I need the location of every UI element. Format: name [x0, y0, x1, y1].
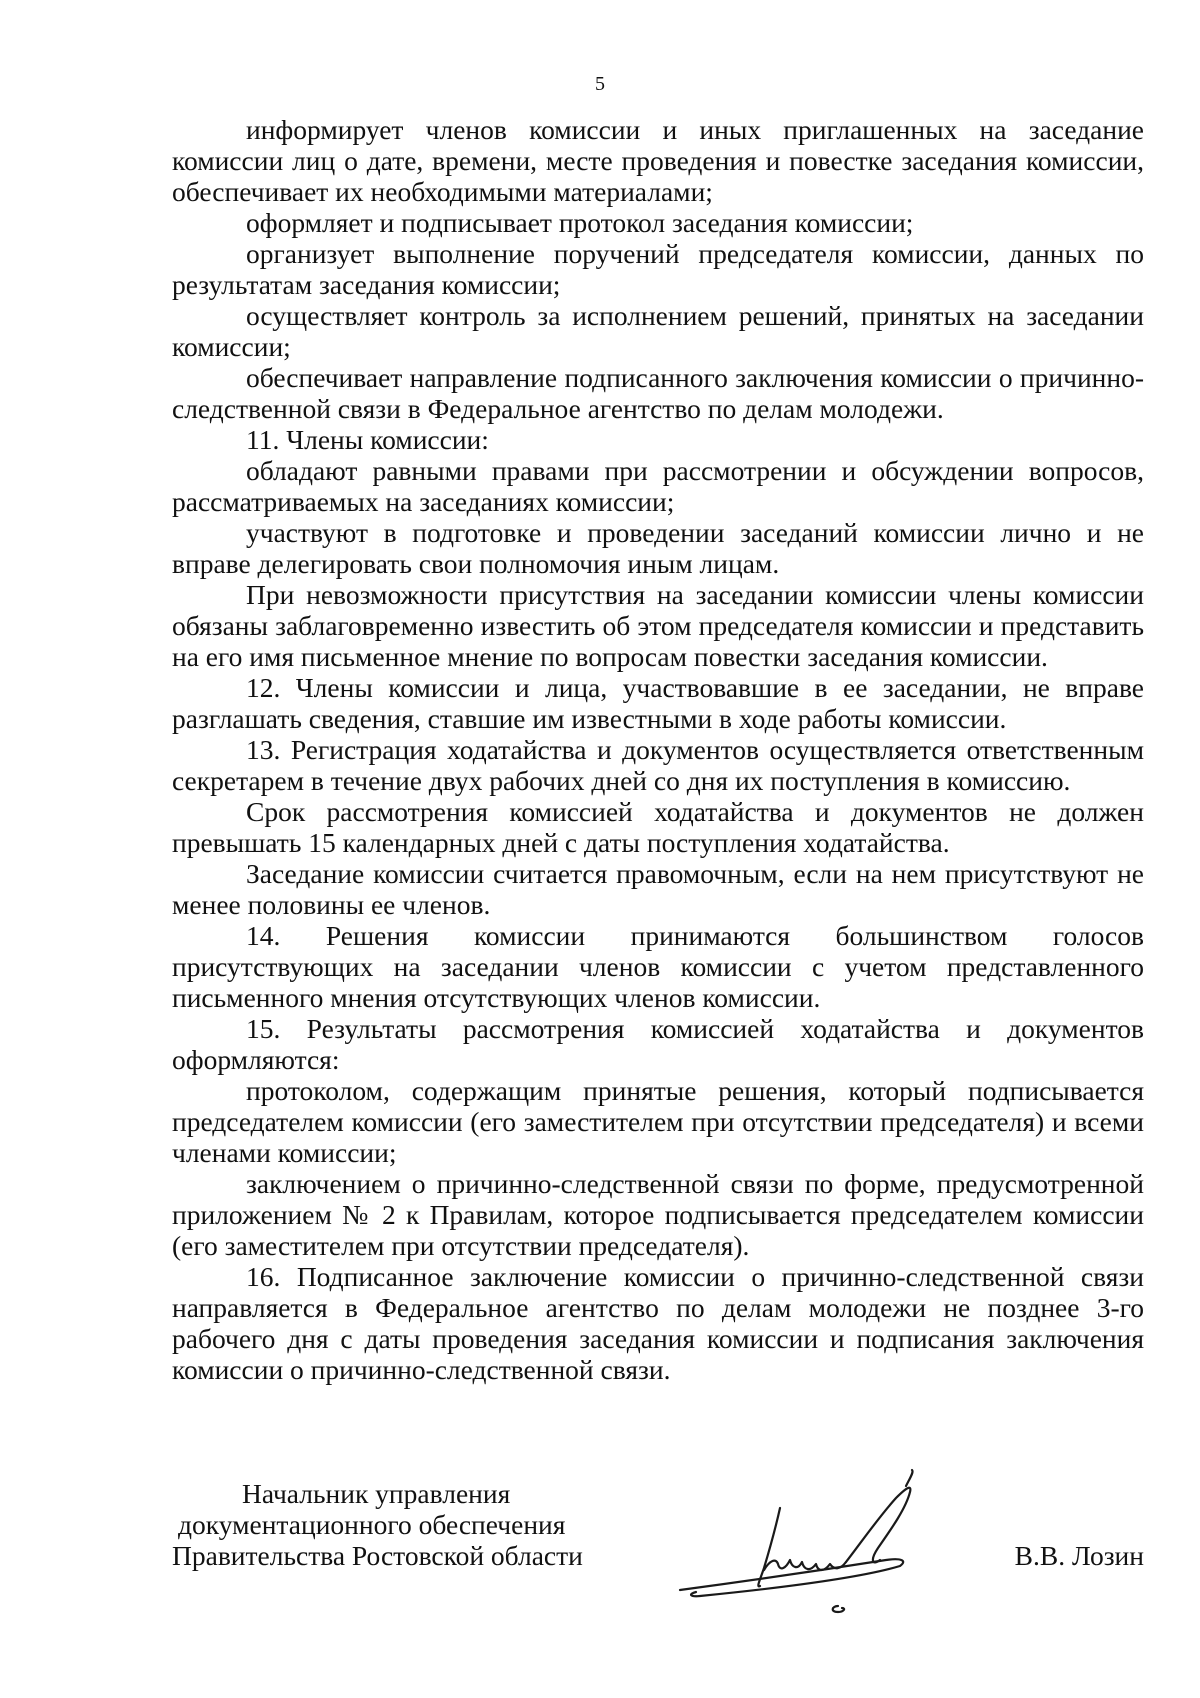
paragraph: обладают равными правами при рассмотрении и обсуждении вопросов, рассматриваемых на заседаниях комиссии; — [172, 455, 1144, 517]
paragraph: Заседание комиссии считается правомочным, если на нем присутствуют не менее половины ее членов. — [172, 858, 1144, 920]
paragraph: протоколом, содержащим принятые решения, который подписывается председателем комиссии (его заместителем при отсутствии председателя) и всеми членами комиссии; — [172, 1075, 1144, 1168]
signatory-position — [172, 1478, 692, 1571]
clause-14: 14. Решения комиссии принимаются большинством голосов присутствующих на заседании членов комиссии с учетом представленного письменного мнения отсутствующих членов комиссии. — [172, 920, 1144, 1013]
signatory-position-line: документационного обеспечения — [178, 1509, 566, 1540]
paragraph: При невозможности присутствия на заседании комиссии члены комиссии обязаны заблаговременно известить об этом председателя комиссии и представить на его имя письменное мнение по вопросам повестки заседания комиссии. — [172, 579, 1144, 672]
paragraph: осуществляет контроль за исполнением решений, принятых на заседании комиссии; — [172, 300, 1144, 362]
signatory-name: В.В. Лозин — [1014, 1540, 1144, 1571]
clause-12: 12. Члены комиссии и лица, участвовавшие в ее заседании, не вправе разглашать сведения, ставшие им известными в ходе работы комиссии. — [172, 672, 1144, 734]
paragraph: оформляет и подписывает протокол заседания комиссии; — [246, 207, 914, 238]
paragraph: организует выполнение поручений председателя комиссии, данных по результатам заседания комиссии; — [172, 238, 1144, 300]
clause-16: 16. Подписанное заключение комиссии о причинно-следственной связи направляется в Федеральное агентство по делам молодежи не позднее 3-го рабочего дня с даты проведения заседания комиссии и подписания заключения комиссии о причинно-следственной связи. — [172, 1261, 1144, 1385]
signature-block — [172, 1478, 1144, 1628]
page-number: 5 — [595, 73, 605, 95]
handwritten-signature-icon — [660, 1448, 990, 1618]
signatory-position-line: Правительства Ростовской области — [172, 1540, 583, 1571]
clause-11-heading: 11. Члены комиссии: — [246, 424, 489, 455]
paragraph: заключением о причинно-следственной связи по форме, предусмотренной приложением № 2 к Правилам, которое подписывается председателем комиссии (его заместителем при отсутствии председателя). — [172, 1168, 1144, 1261]
paragraph: информирует членов комиссии и иных приглашенных на заседание комиссии лиц о дате, времени, месте проведения и повестке заседания комиссии, обеспечивает их необходимыми материалами; — [172, 114, 1144, 207]
clause-15: 15. Результаты рассмотрения комиссией ходатайства и документов оформляются: — [172, 1013, 1144, 1075]
paragraph: участвуют в подготовке и проведении заседаний комиссии лично и не вправе делегировать свои полномочия иным лицам. — [172, 517, 1144, 579]
paragraph: обеспечивает направление подписанного заключения комиссии о причинно-следственной связи в Федеральное агентство по делам молодежи. — [172, 362, 1144, 424]
document-body — [172, 114, 1144, 1385]
signatory-position-line: Начальник управления — [242, 1478, 511, 1509]
clause-13: 13. Регистрация ходатайства и документов осуществляется ответственным секретарем в течение двух рабочих дней со дня их поступления в комиссию. — [172, 734, 1144, 796]
paragraph: Срок рассмотрения комиссией ходатайства и документов не должен превышать 15 календарных дней с даты поступления ходатайства. — [172, 796, 1144, 858]
